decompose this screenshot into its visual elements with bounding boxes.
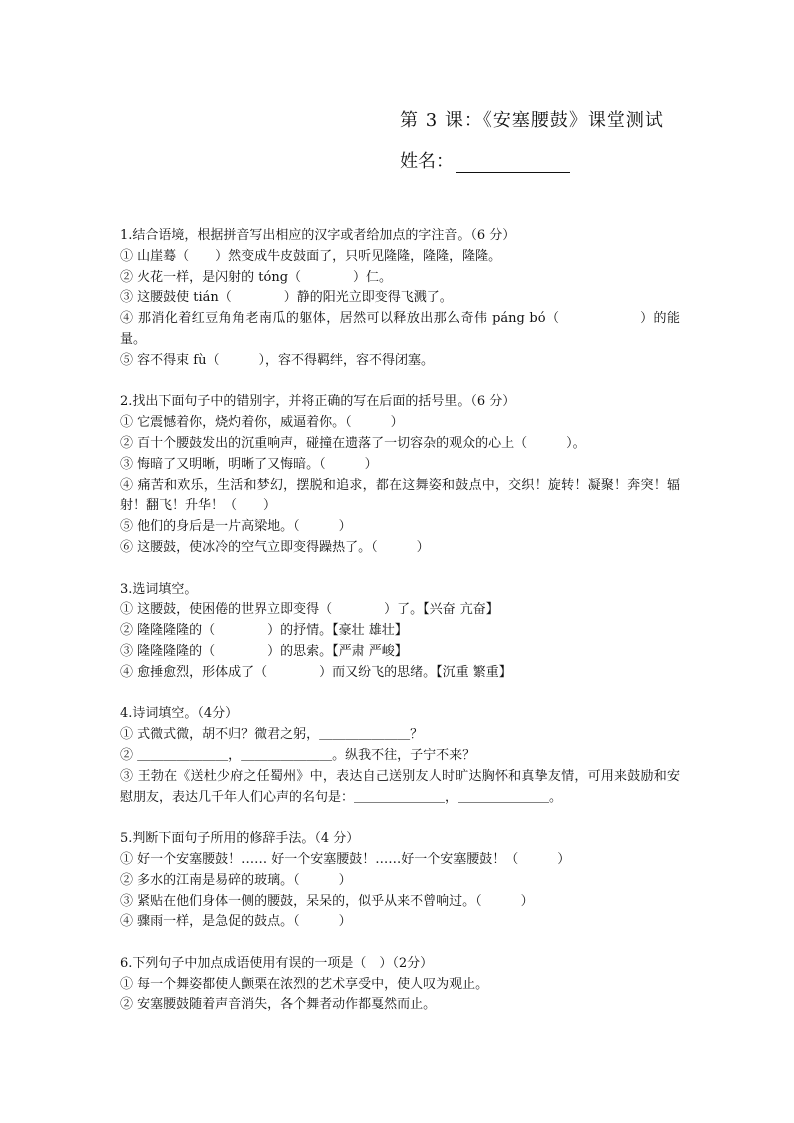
page-title: 第 3 课：《安塞腰鼓》课堂测试 xyxy=(400,110,664,131)
question-item: ④ 痛苦和欢乐，生活和梦幻，摆脱和追求，都在这舞姿和鼓点中，交织！旋转！凝聚！奔突！辐射！翻飞！升华！（ ） xyxy=(120,477,680,514)
section-title: 3.选词填空。 xyxy=(120,581,198,597)
question-item: ③ 这腰鼓使 tián（ ）静的阳光立即变得飞溅了。 xyxy=(120,290,453,306)
question-item: ① 每一个舞姿都使人颤栗在浓烈的艺术享受中，使人叹为观止。 xyxy=(120,976,489,992)
question-item: ③ 王勃在《送杜少府之任蜀州》中，表达自己送别友人时旷达胸怀和真挚友情，可用来鼓励和安慰朋友，表达几千年人们心声的名句是：＿＿＿＿＿＿＿，＿＿＿＿＿＿＿。 xyxy=(120,768,680,805)
name-field xyxy=(400,147,570,173)
question-list xyxy=(120,226,680,1037)
question-section-6 xyxy=(120,954,680,1016)
question-item: ④ 愈捶愈烈，形体成了（ ）而又纷飞的思绪。【沉重 繁重】 xyxy=(120,664,512,680)
question-item: ③ 隆隆隆隆的（ ）的思索。【严肃 严峻】 xyxy=(120,643,408,659)
question-item: ② 隆隆隆隆的（ ）的抒情。【豪壮 雄壮】 xyxy=(120,623,408,639)
question-item: ② 火花一样，是闪射的 tóng（ ）仁。 xyxy=(120,269,393,285)
question-item: ① 山崖蓦（ ）然变成牛皮鼓面了，只听见隆隆，隆隆，隆隆。 xyxy=(120,248,502,264)
question-section-4 xyxy=(120,704,680,808)
section-title: 4.诗词填空。（4分） xyxy=(120,706,239,722)
question-item: ① 式微式微，胡不归？微君之躬，＿＿＿＿＿＿＿？ xyxy=(120,727,424,743)
section-title: 5.判断下面句子所用的修辞手法。（4 分） xyxy=(120,831,360,847)
name-label: 姓名： xyxy=(400,151,454,172)
section-title: 2.找出下面句子中的错别字，并将正确的写在后面的括号里。（6 分） xyxy=(120,394,516,410)
question-section-3 xyxy=(120,580,680,684)
question-item: ② 多水的江南是易碎的玻璃。（ ） xyxy=(120,872,352,888)
question-item: ④ 骤雨一样，是急促的鼓点。（ ） xyxy=(120,914,352,930)
question-item: ① 好一个安塞腰鼓！…… 好一个安塞腰鼓！……好一个安塞腰鼓！（ ） xyxy=(120,851,571,867)
question-item: ① 它震憾着你，烧灼着你，威逼着你。（ ） xyxy=(120,415,404,431)
question-item: ① 这腰鼓，使困倦的世界立即变得（ ）了。【兴奋 亢奋】 xyxy=(120,602,499,618)
question-item: ⑤ 容不得束 fù（ ），容不得羁绊，容不得闭塞。 xyxy=(120,352,434,368)
section-title: 6.下列句子中加点成语使用有误的一项是（ ）（2分） xyxy=(120,955,434,971)
question-item: ③ 紧贴在他们身体一侧的腰鼓，呆呆的，似乎从来不曾响过。（ ） xyxy=(120,893,534,909)
question-item: ② 安塞腰鼓随着声音消失，各个舞者动作都戛然而止。 xyxy=(120,997,437,1013)
question-section-5 xyxy=(120,829,680,933)
name-blank-line xyxy=(456,154,570,173)
question-item: ⑥ 这腰鼓，使冰冷的空气立即变得躁热了。（ ） xyxy=(120,539,430,555)
question-section-2 xyxy=(120,392,680,558)
question-item: ③ 悔暗了又明晰，明晰了又悔暗。（ ） xyxy=(120,456,378,472)
question-section-1 xyxy=(120,226,680,372)
question-item: ④ 那消化着红豆角角老南瓜的躯体，居然可以释放出那么奇伟 páng bó（ ）的能量。 xyxy=(120,311,680,347)
question-item: ② 百十个腰鼓发出的沉重响声，碰撞在遗落了一切容杂的观众的心上（ ）。 xyxy=(120,435,586,451)
section-title: 1.结合语境，根据拼音写出相应的汉字或者给加点的字注音。（6 分） xyxy=(120,228,516,243)
question-item: ② ＿＿＿＿＿＿＿，＿＿＿＿＿＿＿。纵我不往，子宁不来？ xyxy=(120,747,476,763)
question-item: ⑤ 他们的身后是一片高梁地。（ ） xyxy=(120,519,352,535)
